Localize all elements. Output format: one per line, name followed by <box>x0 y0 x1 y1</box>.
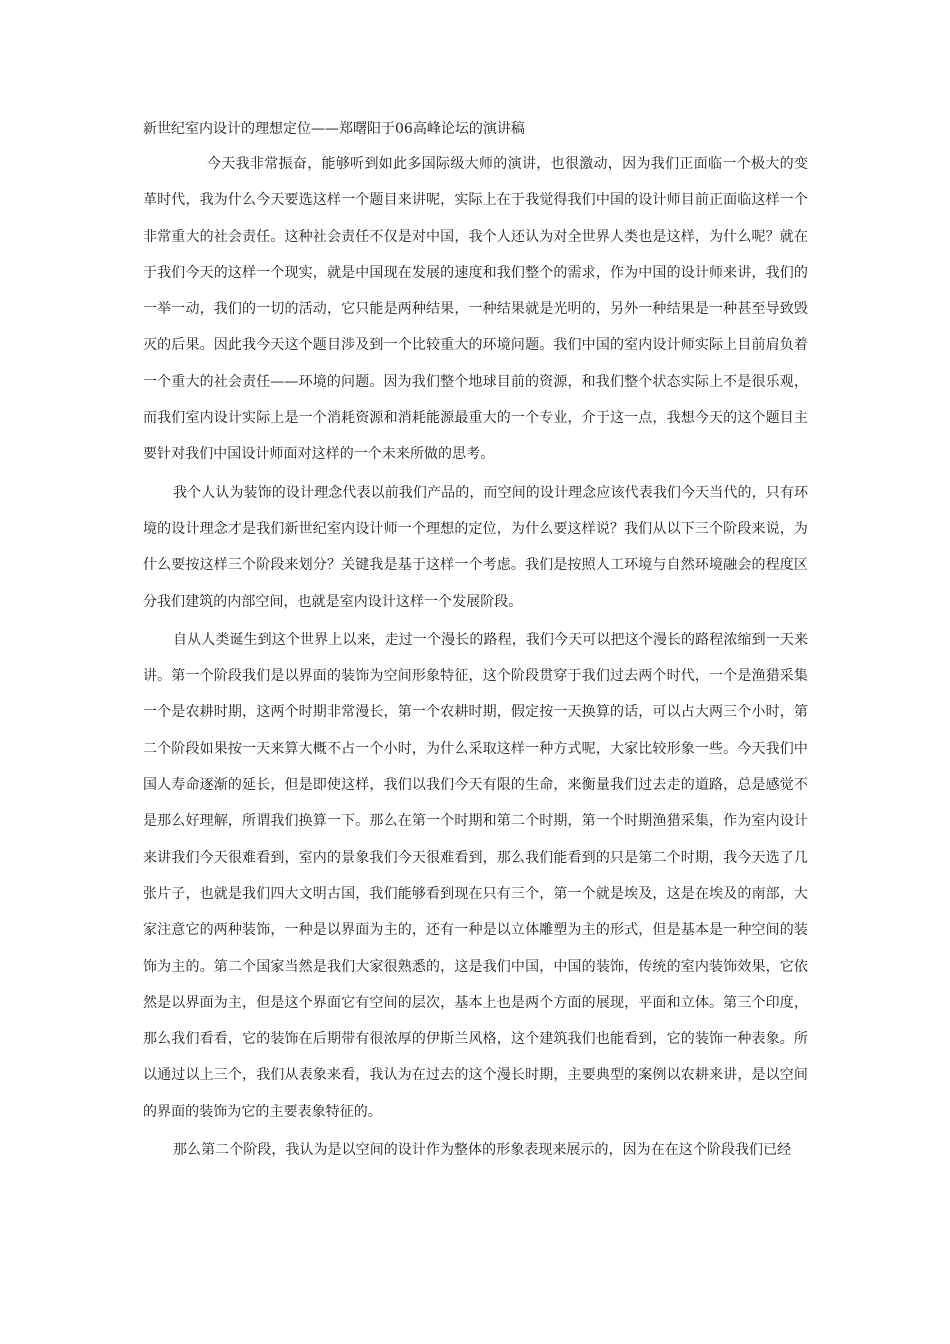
paragraph-2: 我个人认为装饰的设计理念代表以前我们产品的，而空间的设计理念应该代表我们今天当代的，只有环境的设计理念才是我们新世纪室内设计师一个理想的定位，为什么要这样说？我们从以下三个阶段来说，为什么要按这样三个阶段来划分？关键我是基于这样一个考虑。我们是按照人工环境与自然环境融会的程度区分我们建筑的内部空间，也就是室内设计这样一个发展阶段。 <box>143 484 808 610</box>
paragraph-1: 今天我非常振奋，能够听到如此多国际级大师的演讲，也很激动，因为我们正面临一个极大的变革时代，我为什么今天要选这样一个题目来讲呢，实际上在于我觉得我们中国的设计师目前正面临这样一个非常重大的社会责任。这种社会责任不仅是对中国，我个人还认为对全世界人类也是这样，为什么呢？就在于我们今天的这样一个现实，就是中国现在发展的速度和我们整个的需求，作为中国的设计师来讲，我们的一举一动，我们的一切的活动，它只能是两种结果，一种结果就是光明的，另外一种结果是一种甚至导致毁灭的后果。因此我今天这个题目涉及到一个比较重大的环境问题。我们中国的室内设计师实际上目前肩负着一个重大的社会责任——环境的问题。因为我们整个地球目前的资源，和我们整个状态实际上不是很乐观，而我们室内设计实际上是一个消耗资源和消耗能源最重大的一个专业，介于这一点，我想今天的这个题目主要针对我们中国设计师面对这样的一个未来所做的思考。 <box>143 156 808 463</box>
document-page <box>143 118 808 1168</box>
document-title: 新世纪室内设计的理想定位——郑曙阳于06高峰论坛的演讲稿 <box>143 121 525 137</box>
paragraph-3: 自从人类诞生到这个世界上以来，走过一个漫长的路程，我们今天可以把这个漫长的路程浓缩到一天来讲。第一个阶段我们是以界面的装饰为空间形象特征，这个阶段贯穿于我们过去两个时代，一个是渔猎采集一个是农耕时期，这两个时期非常漫长，第一个农耕时期，假定按一天换算的话，可以占大两三个小时，第二个阶段如果按一天来算大概不占一个小时，为什么采取这样一种方式呢，大家比较形象一些。今天我们中国人寿命逐渐的延长，但是即使这样，我们以我们今天有限的生命，来衡量我们过去走的道路，总是感觉不是那么好理解，所谓我们换算一下。那么在第一个时期和第二个时期，第一个时期渔猎采集，作为室内设计来讲我们今天很难看到，室内的景象我们今天很难看到，那么我们能看到的只是第二个时期，我今天选了几张片子，也就是我们四大文明古国，我们能够看到现在只有三个，第一个就是埃及，这是在埃及的南部，大家注意它的两种装饰，一种是以界面为主的，还有一种是以立体雕塑为主的形式，但是基本是一种空间的装饰为主的。第二个国家当然是我们大家很熟悉的，这是我们中国，中国的装饰，传统的室内装饰效果，它依然是以界面为主，但是这个界面它有空间的层次，基本上也是两个方面的展现，平面和立体。第三个印度，那么我们看看，它的装饰在后期带有很浓厚的伊斯兰风格，这个建筑我们也能看到，它的装饰一种表象。所以通过以上三个，我们从表象来看，我认为在过去的这个漫长时期，主要典型的案例以农耕来讲，是以空间的界面的装饰为它的主要表象特征的。 <box>143 631 808 1120</box>
paragraph-4: 那么第二个阶段，我认为是以空间的设计作为整体的形象表现来展示的，因为在在这个阶段我们已经 <box>173 1142 792 1159</box>
